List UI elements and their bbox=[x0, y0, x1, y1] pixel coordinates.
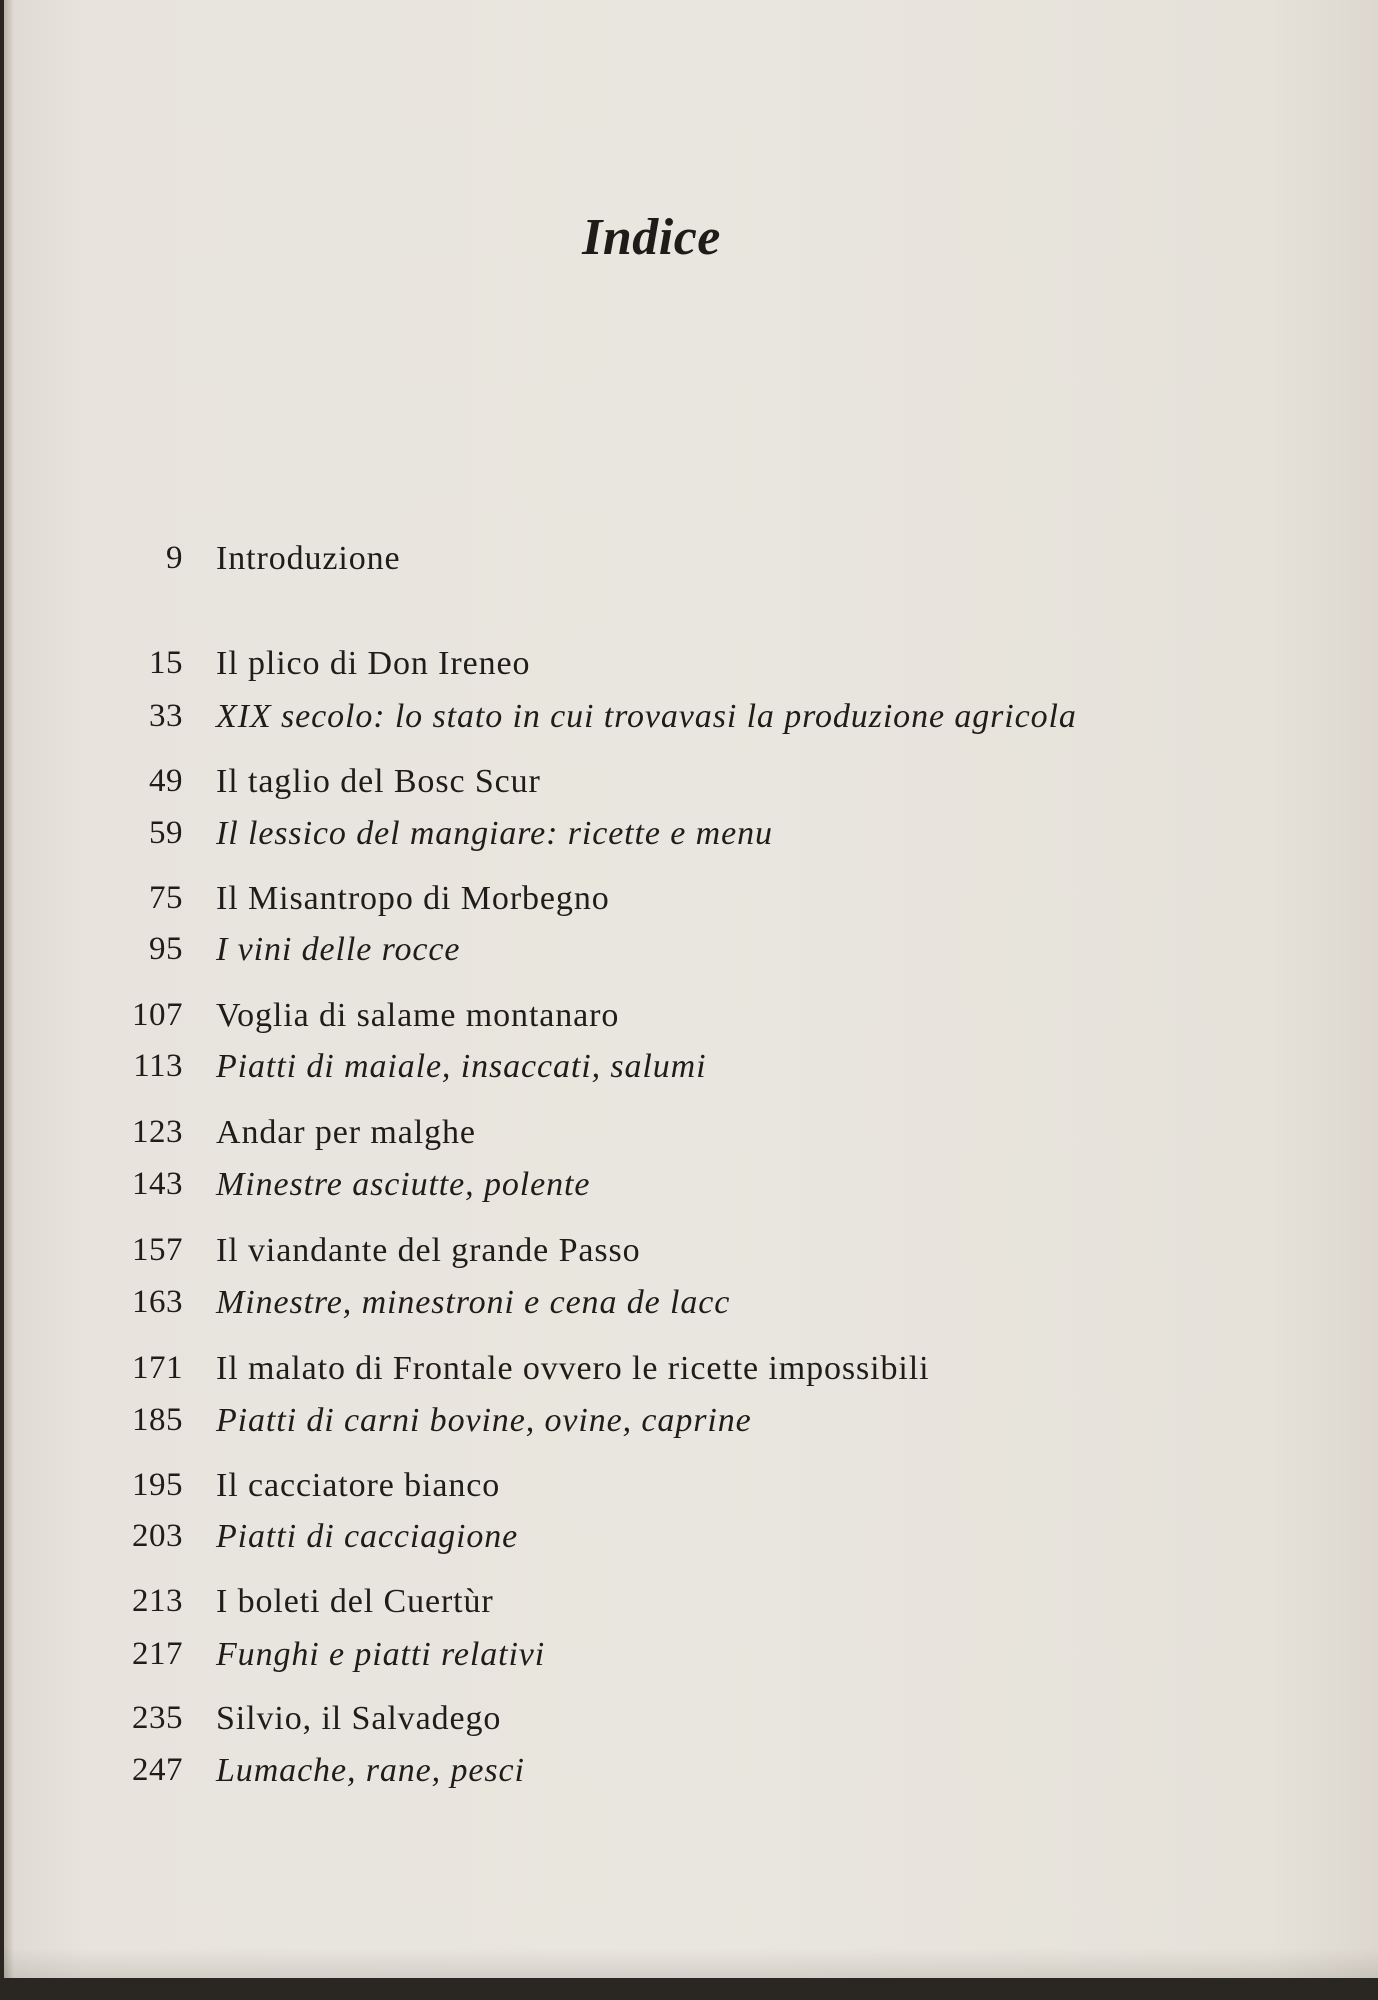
toc-title: Il Misantropo di Morbegno bbox=[216, 880, 610, 917]
toc-entry bbox=[4, 815, 1244, 859]
toc-entry bbox=[4, 540, 1244, 584]
toc-page-number: 157 bbox=[132, 1232, 183, 1268]
toc-entry bbox=[4, 1114, 1244, 1158]
toc-entry bbox=[4, 698, 1244, 742]
toc-page-number: 247 bbox=[132, 1752, 183, 1788]
toc-page-number: 203 bbox=[132, 1518, 183, 1554]
toc-entry bbox=[4, 1402, 1244, 1446]
toc-title: Voglia di salame montanaro bbox=[216, 997, 620, 1034]
toc-title: Introduzione bbox=[216, 540, 401, 577]
toc-page-number: 185 bbox=[132, 1402, 183, 1438]
toc-title: Silvio, il Salvadego bbox=[216, 1700, 502, 1737]
toc-title: Andar per malghe bbox=[216, 1114, 476, 1151]
toc-title: Piatti di carni bovine, ovine, caprine bbox=[216, 1402, 752, 1439]
toc-title: Funghi e piatti relativi bbox=[216, 1636, 546, 1673]
page-title: Indice bbox=[582, 209, 721, 266]
toc-title: Il malato di Frontale ovvero le ricette impossibili bbox=[216, 1350, 930, 1387]
toc-page-number: 9 bbox=[166, 540, 183, 576]
toc-title: Il viandante del grande Passo bbox=[216, 1232, 641, 1269]
toc-title: I boleti del Cuertùr bbox=[216, 1583, 494, 1620]
toc-page-number: 143 bbox=[132, 1166, 183, 1202]
toc-title: Il plico di Don Ireneo bbox=[216, 645, 531, 682]
toc-entry bbox=[4, 1350, 1244, 1394]
toc-title: XIX secolo: lo stato in cui trovavasi la produzione agricola bbox=[216, 698, 1077, 735]
toc-page-number: 113 bbox=[133, 1048, 183, 1084]
toc-entry bbox=[4, 1232, 1244, 1276]
toc-entry bbox=[4, 997, 1244, 1041]
toc-entry bbox=[4, 1467, 1244, 1511]
toc-page-number: 217 bbox=[132, 1636, 183, 1672]
toc-entry bbox=[4, 1636, 1244, 1680]
toc-page-number: 171 bbox=[132, 1350, 183, 1386]
toc-entry bbox=[4, 1284, 1244, 1328]
toc-title: Il cacciatore bianco bbox=[216, 1467, 501, 1504]
toc-page-number: 107 bbox=[132, 997, 183, 1033]
toc-entry bbox=[4, 1518, 1244, 1562]
toc-page-number: 195 bbox=[132, 1467, 183, 1503]
toc-entry bbox=[4, 1700, 1244, 1744]
page-edge-shadow bbox=[4, 1948, 1378, 1978]
toc-page-number: 15 bbox=[149, 645, 183, 681]
book-page bbox=[4, 0, 1378, 1978]
toc-title: Piatti di maiale, insaccati, salumi bbox=[216, 1048, 707, 1085]
toc-title: I vini delle rocce bbox=[216, 931, 461, 968]
toc-entry bbox=[4, 1583, 1244, 1627]
toc-entry bbox=[4, 1752, 1244, 1796]
toc-page-number: 235 bbox=[132, 1700, 183, 1736]
toc-page-number: 95 bbox=[149, 931, 183, 967]
toc-title: Il lessico del mangiare: ricette e menu bbox=[216, 815, 773, 852]
toc-entry bbox=[4, 1166, 1244, 1210]
toc-page-number: 213 bbox=[132, 1583, 183, 1619]
toc-page-number: 123 bbox=[132, 1114, 183, 1150]
toc-title: Piatti di cacciagione bbox=[216, 1518, 519, 1555]
toc-entry bbox=[4, 645, 1244, 689]
toc-entry bbox=[4, 931, 1244, 975]
toc-title: Lumache, rane, pesci bbox=[216, 1752, 525, 1789]
toc-entry bbox=[4, 880, 1244, 924]
toc-title: Minestre asciutte, polente bbox=[216, 1166, 591, 1203]
toc-title: Minestre, minestroni e cena de lacc bbox=[216, 1284, 731, 1321]
toc-page-number: 163 bbox=[132, 1284, 183, 1320]
toc-page-number: 49 bbox=[149, 763, 183, 799]
toc-page-number: 75 bbox=[149, 880, 183, 916]
toc-entry bbox=[4, 763, 1244, 807]
table-of-contents bbox=[4, 0, 1378, 1978]
toc-page-number: 33 bbox=[149, 698, 183, 734]
toc-page-number: 59 bbox=[149, 815, 183, 851]
toc-entry bbox=[4, 1048, 1244, 1092]
toc-title: Il taglio del Bosc Scur bbox=[216, 763, 541, 800]
